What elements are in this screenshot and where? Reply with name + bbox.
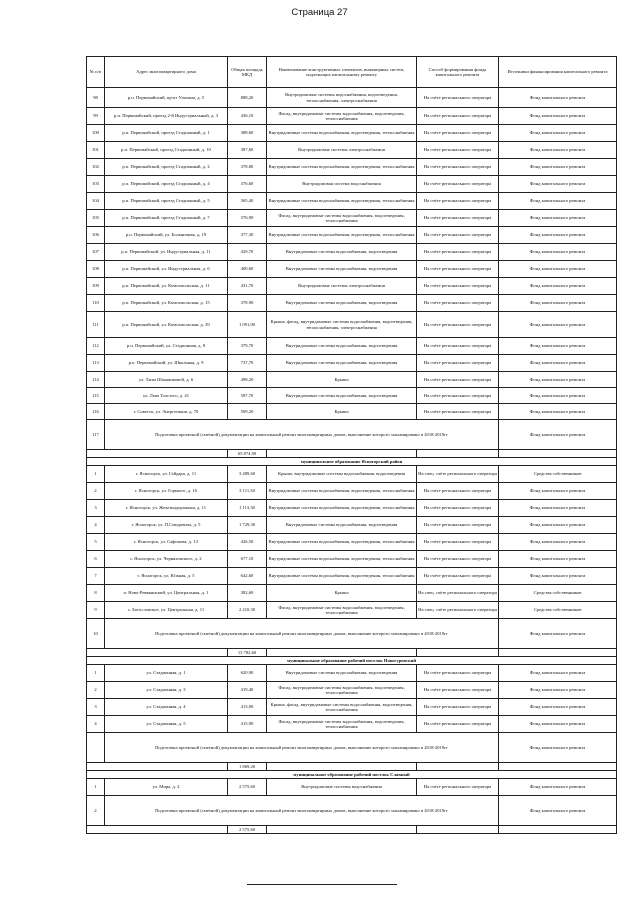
row-source: Фонд капитального ремонта <box>499 483 617 500</box>
row-source: Фонд капитального ремонта <box>499 716 617 733</box>
row-area: 436,10 <box>228 108 267 125</box>
section-title: муниципальное образование рабочий поселок Славный <box>87 771 617 779</box>
table-row <box>87 534 617 551</box>
row-address: г. Ясногорск, ул. Черняховского, д. 2 <box>105 551 228 568</box>
row-num: 3 <box>87 699 105 716</box>
row-works: Фасад, внутридомовые системы водоснабжения, водоотведения, теплоснабжения <box>267 716 417 733</box>
row-num: 114 <box>87 372 105 388</box>
row-address: р.п. Первомайский, проезд 2-й Индустриальный, д. 3 <box>105 108 228 125</box>
row-source: Средства собственников <box>499 585 617 602</box>
sum-empty <box>267 649 417 657</box>
row-design-text: Подготовка проектной (сметной) документации на капитальный ремонт многоквартирных домов, выполнение которого запланировано в 2018-2019гг <box>105 420 499 450</box>
row-source: Фонд капитального ремонта <box>499 699 617 716</box>
sum-empty <box>87 763 228 771</box>
row-area: 677,10 <box>228 551 267 568</box>
row-num: 105 <box>87 210 105 227</box>
row-area: 426,50 <box>228 534 267 551</box>
row-works: Крыша <box>267 404 417 420</box>
subtotal-area: 13 782,60 <box>228 649 267 657</box>
section-title: муниципальное образование Ясногорский район <box>87 458 617 466</box>
subtotal-area: 2 575,60 <box>228 826 267 834</box>
table-row <box>87 551 617 568</box>
row-area: 387,60 <box>228 142 267 159</box>
row-source: Фонд капитального ремонта <box>499 312 617 338</box>
row-works: Фасад, внутридомовые системы водоснабжения, водоотведения, теплоснабжения <box>267 602 417 619</box>
table-row <box>87 517 617 534</box>
row-num: 10 <box>87 619 105 649</box>
row-method: На счёте регионального оператора <box>417 699 499 716</box>
row-source: Фонд капитального ремонта <box>499 551 617 568</box>
subtotal-row <box>87 826 617 834</box>
row-design-text: Подготовка проектной (сметной) документации на капитальный ремонт многоквартирных домов, выполнение которого запланировано в 2018-2019гг <box>105 619 499 649</box>
row-source: Фонд капитального ремонта <box>499 176 617 193</box>
row-source: Фонд капитального ремонта <box>499 619 617 649</box>
row-design-text: Подготовка проектной (сметной) документации на капитальный ремонт многоквартирных домов, выполнение которого запланировано в 2018-2019гг <box>105 733 499 763</box>
row-source: Фонд капитального ремонта <box>499 682 617 699</box>
row-area: 587,70 <box>228 388 267 404</box>
row-source: Фонд капитального ремонта <box>499 210 617 227</box>
row-area: 1 729,30 <box>228 517 267 534</box>
row-num: 110 <box>87 295 105 312</box>
row-method: На счёте регионального оператора <box>417 372 499 388</box>
subtotal-row <box>87 649 617 657</box>
design-docs-row <box>87 733 617 763</box>
row-source: Фонд капитального ремонта <box>499 568 617 585</box>
row-area: 1 113,30 <box>228 500 267 517</box>
sum-empty <box>499 826 617 834</box>
row-source: Фонд капитального ремонта <box>499 261 617 278</box>
row-works: Фасад, внутридомовые системы водоснабжения, водоотведения, теплоснабжения <box>267 682 417 699</box>
row-num: 117 <box>87 420 105 450</box>
table-row <box>87 159 617 176</box>
row-area: 388,60 <box>228 125 267 142</box>
row-source: Фонд капитального ремонта <box>499 665 617 682</box>
table-row <box>87 338 617 355</box>
row-num <box>87 733 105 763</box>
row-works: Внутридомовые системы водоснабжения, водоотведения, теплоснабжения <box>267 159 417 176</box>
sum-empty <box>87 826 228 834</box>
row-works: Крыша <box>267 585 417 602</box>
page-title: Страница 27 <box>291 7 348 18</box>
row-method: На спец. счёте регионального оператора <box>417 466 499 483</box>
row-num: 99 <box>87 108 105 125</box>
row-area: 376,90 <box>228 210 267 227</box>
table-row <box>87 466 617 483</box>
table-header-row <box>87 57 617 88</box>
row-source: Фонд капитального ремонта <box>499 125 617 142</box>
table-row <box>87 716 617 733</box>
row-address: р.п. Первомайский, проезд Стадионный, д. 1 <box>105 125 228 142</box>
row-method: На счёте регионального оператора <box>417 244 499 261</box>
row-address: р.п. Первомайский, ул. Комсомольская, д. 15 <box>105 295 228 312</box>
row-num: 3 <box>87 500 105 517</box>
sum-empty <box>267 450 417 458</box>
header-num: № п/п <box>87 57 105 88</box>
row-area: 365,40 <box>228 193 267 210</box>
row-area: 415,90 <box>228 716 267 733</box>
row-source: Фонд капитального ремонта <box>499 404 617 420</box>
row-address: г. Ясногорск, ул. Горького, д. 16 <box>105 483 228 500</box>
row-address: р.п. Первомайский, ул. Больничная, д. 19 <box>105 227 228 244</box>
row-source: Фонд капитального ремонта <box>499 193 617 210</box>
row-address: р.п. Первомайский, ул. Комсомольская, д. 11 <box>105 278 228 295</box>
row-num: 2 <box>87 796 105 826</box>
row-address: с. Богословское, ул. Центральная, д. 11 <box>105 602 228 619</box>
row-num: 107 <box>87 244 105 261</box>
table-row <box>87 388 617 404</box>
table-row <box>87 312 617 338</box>
repair-table <box>86 56 617 834</box>
row-area: 2 575,60 <box>228 779 267 796</box>
section-title: муниципальное образование рабочий поселок Новогуровский <box>87 657 617 665</box>
row-area: 379,70 <box>228 338 267 355</box>
row-area: 737,70 <box>228 355 267 372</box>
row-area: 377,30 <box>228 227 267 244</box>
row-method: На счёте регионального оператора <box>417 551 499 568</box>
row-num: 4 <box>87 716 105 733</box>
row-method: На счёте регионального оператора <box>417 338 499 355</box>
row-source: Фонд капитального ремонта <box>499 534 617 551</box>
row-num: 111 <box>87 312 105 338</box>
row-works: Внутридомовые системы водоснабжения, водоотведения <box>267 261 417 278</box>
row-works: Внутридомовые системы водоснабжения, водоотведения <box>267 355 417 372</box>
row-works: Крыша <box>267 372 417 388</box>
table-row <box>87 227 617 244</box>
row-source: Фонд капитального ремонта <box>499 88 617 108</box>
row-area: 376,60 <box>228 176 267 193</box>
table-row <box>87 355 617 372</box>
row-source: Фонд капитального ремонта <box>499 779 617 796</box>
row-works: Внутридомовые системы водоснабжения, водоотведения <box>267 665 417 682</box>
row-works: Внутридомовые системы водоснабжения, водоотведения <box>267 517 417 534</box>
row-address: р.п. Первомайский, проезд Стадионный, д. 10 <box>105 142 228 159</box>
header-method: Способ формирования фонда капитального ремонта <box>417 57 499 88</box>
row-address: ул. Стадионная, д. 3 <box>105 682 228 699</box>
row-num: 115 <box>87 388 105 404</box>
row-method: На счёте регионального оператора <box>417 716 499 733</box>
row-address: ул. Льва Толстого, д. 41 <box>105 388 228 404</box>
sum-empty <box>87 450 228 458</box>
row-address: ул. Стадионная, д. 5 <box>105 716 228 733</box>
row-address: р.п. Первомайский, ул. Школьная, д. 9 <box>105 355 228 372</box>
row-address: г. Ясногорск, ул. Гайдара, д. 11 <box>105 466 228 483</box>
row-address: г. Ясногорск, ул. Железнодорожная, д. 11 <box>105 500 228 517</box>
row-works: Внутридомовые системы электроснабжения <box>267 278 417 295</box>
row-source: Фонд капитального ремонта <box>499 142 617 159</box>
row-method: На счёте регионального оператора <box>417 568 499 585</box>
sum-empty <box>267 763 417 771</box>
row-works: Внутридомовые системы водоснабжения, водоотведения, теплоснабжения <box>267 125 417 142</box>
row-method: На счёте регионального оператора <box>417 227 499 244</box>
row-works: Внутридомовые системы электроснабжения <box>267 142 417 159</box>
table-row <box>87 404 617 420</box>
row-address: р.п. Первомайский, ул. Стадионная, д. 8 <box>105 338 228 355</box>
row-method: На счёте регионального оператора <box>417 404 499 420</box>
table-row <box>87 210 617 227</box>
row-method: На счёте регионального оператора <box>417 159 499 176</box>
row-address: р.п. Первомайский, ул. Комсомольская, д. 29 <box>105 312 228 338</box>
table-row <box>87 568 617 585</box>
row-address: р.п. Первомайский, проезд Стадионный, д. 7 <box>105 210 228 227</box>
row-works: Внутридомовые системы водоснабжения, водоотведения, теплоснабжения <box>267 568 417 585</box>
row-num: 104 <box>87 193 105 210</box>
row-num: 1 <box>87 779 105 796</box>
row-area: 888,20 <box>228 88 267 108</box>
section-header-row <box>87 771 617 779</box>
row-works: Внутридомовые системы водоснабжения, водоотведения, теплоснабжения, электроснабжения <box>267 88 417 108</box>
table-row <box>87 108 617 125</box>
row-num: 4 <box>87 517 105 534</box>
table-row <box>87 278 617 295</box>
row-area: 378,80 <box>228 159 267 176</box>
row-area: 3 111,30 <box>228 483 267 500</box>
row-source: Фонд капитального ремонта <box>499 227 617 244</box>
header-works: Наименование конструктивных элементов, инженерных систем, подлежащих капитальному ремонту <box>267 57 417 88</box>
table-body <box>87 88 617 834</box>
row-area: 1 091,00 <box>228 312 267 338</box>
row-num: 102 <box>87 159 105 176</box>
row-address: ул. Стадионная, д. 1 <box>105 665 228 682</box>
row-source: Фонд капитального ремонта <box>499 517 617 534</box>
row-area: 429,70 <box>228 244 267 261</box>
row-design-text: Подготовка проектной (сметной) документации на капитальный ремонт многоквартирных домов, выполнение которого запланировано в 2018-2019гг <box>105 796 499 826</box>
row-address: р.п. Первомайский, ул. Индустриальная, д. 6 <box>105 261 228 278</box>
sum-empty <box>499 763 617 771</box>
row-works: Фасад, внутридомовые системы водоснабжения, водоотведения, теплоснабжения <box>267 108 417 125</box>
table-row <box>87 682 617 699</box>
row-source: Фонд капитального ремонта <box>499 355 617 372</box>
row-area: 413,00 <box>228 699 267 716</box>
row-source: Фонд капитального ремонта <box>499 388 617 404</box>
table-row <box>87 176 617 193</box>
design-docs-row <box>87 619 617 649</box>
row-area: 642,60 <box>228 568 267 585</box>
sum-empty <box>267 826 417 834</box>
footer-divider <box>247 884 397 885</box>
row-area: 400,60 <box>228 261 267 278</box>
row-method: На счёте регионального оператора <box>417 278 499 295</box>
row-works: Внутридомовые системы водоснабжения, водоотведения <box>267 338 417 355</box>
table-row <box>87 585 617 602</box>
row-num: 98 <box>87 88 105 108</box>
subtotal-row <box>87 763 617 771</box>
sum-empty <box>87 649 228 657</box>
row-source: Фонд капитального ремонта <box>499 295 617 312</box>
row-num: 112 <box>87 338 105 355</box>
sum-empty <box>499 450 617 458</box>
table-row <box>87 500 617 517</box>
row-method: На счёте регионального оператора <box>417 108 499 125</box>
table-row <box>87 142 617 159</box>
row-num: 103 <box>87 176 105 193</box>
table-row <box>87 295 617 312</box>
row-method: На счёте регионального оператора <box>417 534 499 551</box>
row-source: Фонд капитального ремонта <box>499 159 617 176</box>
subtotal-row <box>87 450 617 458</box>
row-method: На счёте регионального оператора <box>417 500 499 517</box>
row-num: 8 <box>87 585 105 602</box>
row-method: На счёте регионального оператора <box>417 142 499 159</box>
row-method: На счёте регионального оператора <box>417 88 499 108</box>
row-address: р.п. Первомайский, ул. Индустриальная, д. 11 <box>105 244 228 261</box>
table-row <box>87 261 617 278</box>
row-works: Внутридомовые системы водоснабжения, водоотведения, теплоснабжения <box>267 534 417 551</box>
row-works: Внутридомовые системы водоснабжения <box>267 779 417 796</box>
row-method: На счёте регионального оператора <box>417 295 499 312</box>
row-source: Фонд капитального ремонта <box>499 500 617 517</box>
row-address: р.п. Первомайский, проезд Стадионный, д. 4 <box>105 176 228 193</box>
row-area: 498,20 <box>228 372 267 388</box>
row-source: Средства собственников <box>499 466 617 483</box>
row-area: 431,70 <box>228 278 267 295</box>
header-area: Общая площадь МКД <box>228 57 267 88</box>
row-num: 5 <box>87 534 105 551</box>
row-num: 100 <box>87 125 105 142</box>
row-works: Внутридомовые системы водоснабжения, водоотведения <box>267 388 417 404</box>
table-row <box>87 193 617 210</box>
sum-empty <box>417 826 499 834</box>
table-row <box>87 699 617 716</box>
row-area: 419,40 <box>228 682 267 699</box>
row-area: 509,20 <box>228 404 267 420</box>
row-area: 382,60 <box>228 585 267 602</box>
section-header-row <box>87 657 617 665</box>
row-works: Крыша, внутридомовые системы водоснабжения, водоотведения <box>267 466 417 483</box>
row-method: На счёте регионального оператора <box>417 779 499 796</box>
row-works: Внутридомовые системы водоснабжения, водоотведения, теплоснабжения <box>267 193 417 210</box>
row-source: Фонд капитального ремонта <box>499 372 617 388</box>
row-source: Фонд капитального ремонта <box>499 420 617 450</box>
table-row <box>87 602 617 619</box>
header-address: Адрес многоквартирного дома <box>105 57 228 88</box>
sum-empty <box>499 649 617 657</box>
row-source: Фонд капитального ремонта <box>499 796 617 826</box>
row-num: 6 <box>87 551 105 568</box>
row-num: 108 <box>87 261 105 278</box>
sum-empty <box>417 450 499 458</box>
row-method: На счёте регионального оператора <box>417 176 499 193</box>
row-address: г. Ясногорск, ул. Сафонова, д. 13 <box>105 534 228 551</box>
row-source: Фонд капитального ремонта <box>499 244 617 261</box>
row-source: Средства собственников <box>499 602 617 619</box>
row-works: Внутридомовые системы водоснабжения, водоотведения <box>267 295 417 312</box>
row-address: п. Ново-Ревякинский, ул. Центральная, д. 1 <box>105 585 228 602</box>
row-works: Внутридомовая система водоснабжения <box>267 176 417 193</box>
row-method: На счёте регионального оператора <box>417 261 499 278</box>
table-row <box>87 88 617 108</box>
row-method: На счёте регионального оператора <box>417 355 499 372</box>
row-address: р.п. Первомайский, пр-кт Улитина, д. 5 <box>105 88 228 108</box>
row-area: 378,90 <box>228 295 267 312</box>
row-address: р.п. Первомайский, проезд Стадионный, д. 2 <box>105 159 228 176</box>
row-num: 7 <box>87 568 105 585</box>
subtotal-area: 1 869,20 <box>228 763 267 771</box>
row-num: 109 <box>87 278 105 295</box>
table-row <box>87 483 617 500</box>
row-method: На счёте регионального оператора <box>417 682 499 699</box>
row-method: На счёте регионального оператора <box>417 125 499 142</box>
row-num: 2 <box>87 483 105 500</box>
row-address: р.п. Первомайский, проезд Стадионный, д. 5 <box>105 193 228 210</box>
row-source: Фонд капитального ремонта <box>499 733 617 763</box>
row-works: Внутридомовые системы водоснабжения, водоотведения, теплоснабжения <box>267 551 417 568</box>
row-num: 1 <box>87 466 105 483</box>
row-num: 101 <box>87 142 105 159</box>
row-works: Внутридомовые системы водоснабжения, водоотведения, теплоснабжения <box>267 483 417 500</box>
row-num: 9 <box>87 602 105 619</box>
table-row <box>87 244 617 261</box>
header-source: Источники финансирования капитального ремонта <box>499 57 617 88</box>
row-num: 116 <box>87 404 105 420</box>
row-area: 620,90 <box>228 665 267 682</box>
row-works: Внутридомовые системы водоснабжения, водоотведения, теплоснабжения <box>267 500 417 517</box>
section-header-row <box>87 458 617 466</box>
row-num: 2 <box>87 682 105 699</box>
design-docs-row <box>87 420 617 450</box>
row-method: На счёте регионального оператора <box>417 517 499 534</box>
row-num: 1 <box>87 665 105 682</box>
row-method: На счёте регионального оператора <box>417 210 499 227</box>
row-num: 106 <box>87 227 105 244</box>
row-address: ул. Стадионная, д. 4 <box>105 699 228 716</box>
row-num: 113 <box>87 355 105 372</box>
row-method: На счёте регионального оператора <box>417 665 499 682</box>
table-row <box>87 779 617 796</box>
table-row <box>87 125 617 142</box>
row-works: Внутридомовые системы водоснабжения, водоотведения <box>267 244 417 261</box>
row-area: 3 489,60 <box>228 466 267 483</box>
row-source: Фонд капитального ремонта <box>499 278 617 295</box>
row-area: 2 210,30 <box>228 602 267 619</box>
row-works: Крыша, фасад, внутридомовые системы водоснабжения, водоотведения, теплоснабжения, электроснабжения <box>267 312 417 338</box>
row-address: г. Ясногорск, ул. Южная, д. 5 <box>105 568 228 585</box>
subtotal-area: 65 874,90 <box>228 450 267 458</box>
row-method: На счёте регионального оператора <box>417 483 499 500</box>
row-works: Внутридомовые системы водоснабжения, водоотведения, теплоснабжения <box>267 227 417 244</box>
table-row <box>87 372 617 388</box>
row-address: г. Советск, ул. Энергетиков, д. 70 <box>105 404 228 420</box>
row-method: На счёте регионального оператора <box>417 388 499 404</box>
sum-empty <box>417 649 499 657</box>
row-method: На спец. счёте регионального оператора <box>417 602 499 619</box>
table-row <box>87 665 617 682</box>
row-works: Фасад, внутридомовые системы водоснабжения, водоотведения, теплоснабжения <box>267 210 417 227</box>
row-address: ул. Лизы Шамшиковой, д. 6 <box>105 372 228 388</box>
row-method: На счёте регионального оператора <box>417 312 499 338</box>
design-docs-row <box>87 796 617 826</box>
row-method: На спец. счёте регионального оператора <box>417 585 499 602</box>
row-method: На счёте регионального оператора <box>417 193 499 210</box>
row-address: ул. Мира, д. 2 <box>105 779 228 796</box>
row-works: Крыша, фасад, внутридомовые системы водоснабжения, водоотведения, теплоснабжения <box>267 699 417 716</box>
row-source: Фонд капитального ремонта <box>499 338 617 355</box>
row-source: Фонд капитального ремонта <box>499 108 617 125</box>
row-address: г. Ясногорск, ул. П.Смидовича, д. 5 <box>105 517 228 534</box>
sum-empty <box>417 763 499 771</box>
